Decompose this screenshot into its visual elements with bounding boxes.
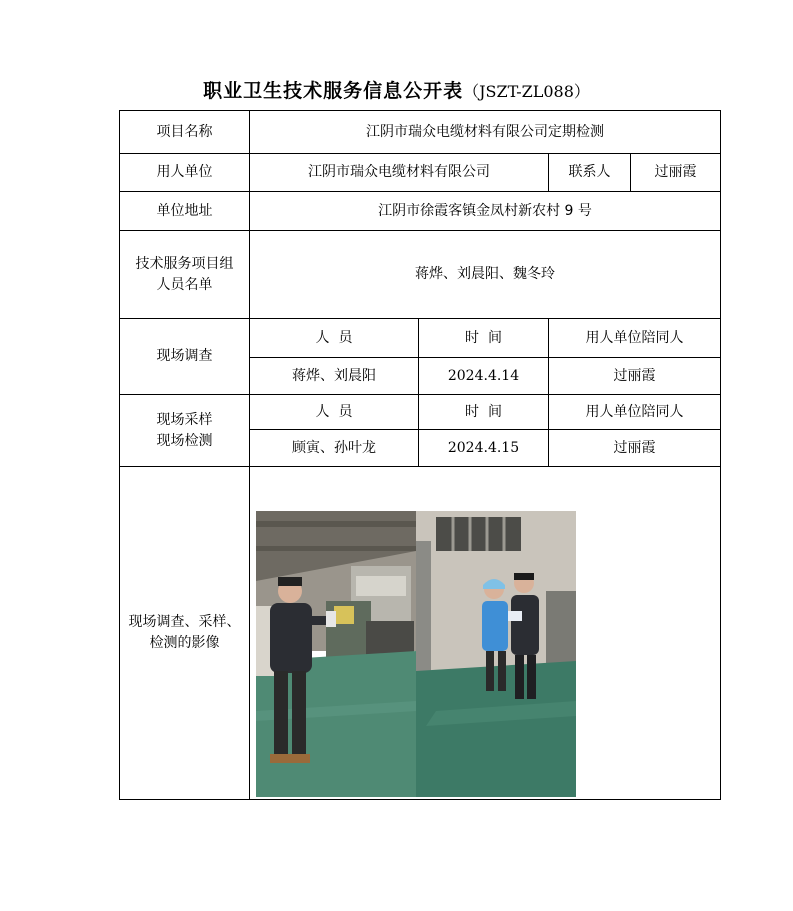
row-survey-header: [120, 319, 721, 358]
images-cell: [250, 467, 721, 800]
address-label: 单位地址: [120, 192, 250, 231]
survey-header-personnel: 人 员: [250, 319, 419, 358]
team-label-line2: 人员名单: [156, 276, 213, 293]
sampling-header-companion: 用人单位陪同人: [549, 395, 721, 430]
survey-personnel: 蒋烨、刘晨阳: [250, 358, 419, 395]
address-value: 江阴市徐霞客镇金凤村新农村 9 号: [250, 192, 721, 231]
row-employer: [120, 154, 721, 192]
survey-companion: 过丽霞: [549, 358, 721, 395]
survey-header-time: 时 间: [419, 319, 549, 358]
row-images: [120, 467, 721, 800]
team-value: 蒋烨、刘晨阳、魏冬玲: [250, 231, 721, 319]
employer-label: 用人单位: [120, 154, 250, 192]
employer-value: 江阴市瑞众电缆材料有限公司: [250, 154, 549, 192]
info-table: [119, 110, 721, 800]
row-sampling-header: [120, 395, 721, 430]
survey-time: 2024.4.14: [419, 358, 549, 395]
project-name-value: 江阴市瑞众电缆材料有限公司定期检测: [250, 111, 721, 154]
factory-photo-2-image: [416, 511, 576, 797]
sampling-personnel: 顾寅、孙叶龙: [250, 430, 419, 467]
contact-value: 过丽霞: [631, 154, 721, 192]
row-team: [120, 231, 721, 319]
sampling-header-time: 时 间: [419, 395, 549, 430]
site-photos: [256, 511, 576, 797]
sampling-label-line1: 现场采样: [156, 411, 213, 428]
sampling-time: 2024.4.15: [419, 430, 549, 467]
title-text: 职业卫生技术服务信息公开表: [203, 80, 464, 102]
row-address: [120, 192, 721, 231]
survey-label: 现场调查: [120, 319, 250, 395]
project-name-label: 项目名称: [120, 111, 250, 154]
title-code: （JSZT-ZL088）: [463, 82, 590, 101]
sampling-label-line2: 现场检测: [156, 432, 213, 449]
sampling-companion: 过丽霞: [549, 430, 721, 467]
team-label: [120, 231, 250, 319]
images-label-line2: 检测的影像: [149, 635, 220, 651]
factory-photo-1-image: [256, 511, 416, 797]
site-photo-survey: [256, 511, 416, 797]
page-title: [0, 76, 793, 103]
survey-header-companion: 用人单位陪同人: [549, 319, 721, 358]
sampling-label: [120, 395, 250, 467]
site-photo-sampling: [416, 511, 576, 797]
sampling-header-personnel: 人 员: [250, 395, 419, 430]
images-label-line1: 现场调查、采样、: [128, 614, 241, 630]
images-label: [120, 467, 250, 800]
row-project-name: [120, 111, 721, 154]
contact-label: 联系人: [549, 154, 631, 192]
team-label-line1: 技术服务项目组: [135, 255, 234, 272]
